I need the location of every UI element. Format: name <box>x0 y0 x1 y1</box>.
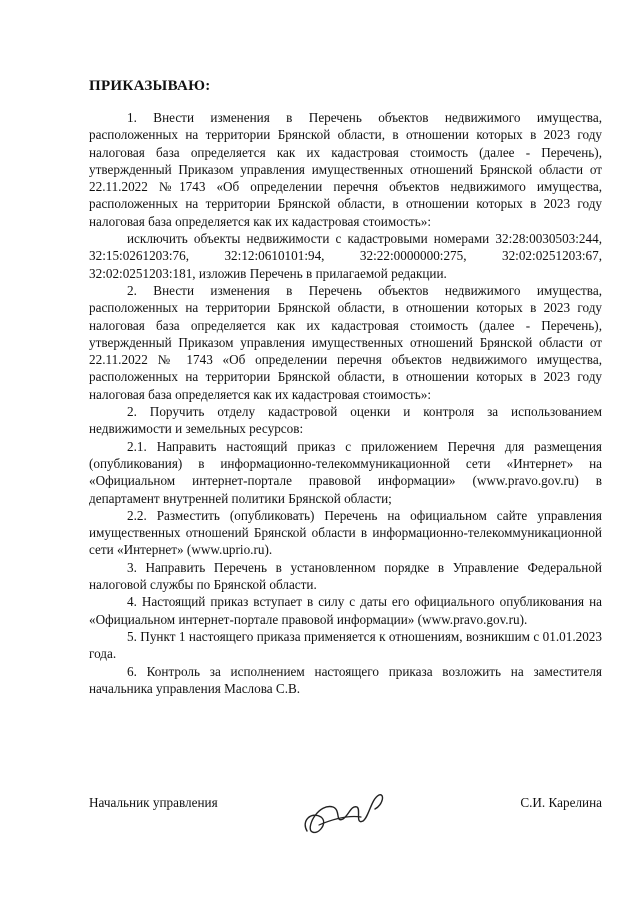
paragraph-2-changes: 2. Внести изменения в Перечень объектов недвижимого имущества, расположенных на территории Брянской области, в отношении которых в 2023 году налоговая база определяется как их кадастровая стоимость (далее - Перечень), утвержденный Приказом управления имущественных отношений Брянской области от 22.11.2022 № 1743 «Об определении перечня объектов недвижимого имущества, расположенных на территории Брянской области, в отношении которых в 2023 году налоговая база определяется как их кадастровая стоимость»: <box>89 282 602 402</box>
signatory-name: С.И. Карелина <box>520 795 602 810</box>
paragraph-2-instruct: 2. Поручить отделу кадастровой оценки и контроля за использованием недвижимости и земельных ресурсов: <box>89 404 602 437</box>
document-heading: ПРИКАЗЫВАЮ: <box>89 78 211 94</box>
handwritten-signature <box>299 785 389 845</box>
paragraph-4: 4. Настоящий приказ вступает в силу с даты его официального опубликования на «Официальном интернет-портале правовой информации» (www.pravo.gov.ru). <box>89 594 602 627</box>
paragraph-2-1: 2.1. Направить настоящий приказ с приложением Перечня для размещения (опубликования) в информационно-телекоммуникационной сети «Интернет» на «Официальном интернет-портале правовой информации» (www.pravo.gov.ru) в департамент внутренней политики Брянской области; <box>89 438 602 506</box>
signatory-title: Начальник управления <box>89 795 218 810</box>
paragraph-3: 3. Направить Перечень в установленном порядке в Управление Федеральной налоговой службы по Брянской области. <box>89 559 602 593</box>
paragraph-2-2: 2.2. Разместить (опубликовать) Перечень на официальном сайте управления имущественных отношений Брянской области в информационно-телекоммуникационной сети «Интернет» (www.uprio.ru). <box>89 507 602 558</box>
signature-block <box>89 795 602 855</box>
paragraph-6: 6. Контроль за исполнением настоящего приказа возложить на заместителя начальника управления Маслова С.В. <box>89 663 602 696</box>
paragraph-5: 5. Пункт 1 настоящего приказа применяется к отношениям, возникшим с 01.01.2023 года. <box>89 628 602 662</box>
paragraph-1-exclusion: исключить объекты недвижимости с кадастровыми номерами 32:28:0030503:244, 32:15:0261203:76, 32:12:0610101:94, 32:22:0000000:275, 32:02:0251203:67, 32:02:0251203:181, изложив Перечень в прилагаемой редакции. <box>89 231 602 281</box>
paragraph-1: 1. Внести изменения в Перечень объектов недвижимого имущества, расположенных на территории Брянской области, в отношении которых в 2023 году налоговая база определяется как их кадастровая стоимость (далее - Перечень), утвержденный Приказом управления имущественных отношений Брянской области от 22.11.2022 №1743 «Об определении перечня объектов недвижимого имущества, расположенных на территории Брянской области, в отношении которых в 2023 году налоговая база определяется как их кадастровая стоимость»: <box>89 110 602 229</box>
